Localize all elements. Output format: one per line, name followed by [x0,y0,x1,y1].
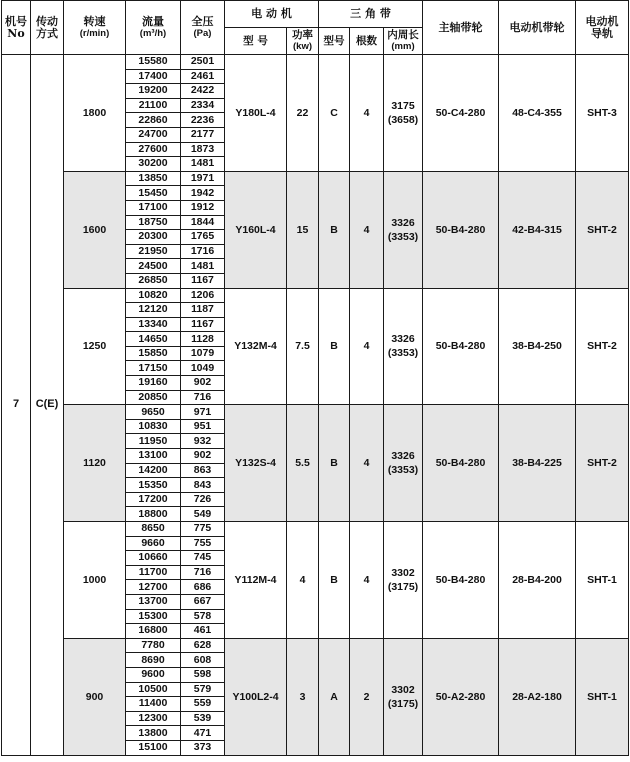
table-row [2,522,629,537]
fan-spec-table [1,0,629,756]
pressure-cell: 667 [181,594,225,609]
pressure-cell: 598 [181,667,225,682]
belt-length-cell [384,405,423,522]
flow-cell: 8690 [126,653,181,668]
motor-type-cell: Y132M-4 [225,288,287,405]
pressure-cell: 932 [181,434,225,449]
flow-cell: 10830 [126,419,181,434]
col-header-motor [225,1,319,28]
speed-cell: 1800 [64,55,126,172]
motor-type-cell: Y112M-4 [225,522,287,639]
flow-cell: 17200 [126,492,181,507]
belt-type-cell: A [319,638,350,755]
pressure-cell: 686 [181,580,225,595]
motor-pulley-cell: 42-B4-315 [499,171,576,288]
col-header-belt-length [384,28,423,55]
flow-cell: 9660 [126,536,181,551]
flow-cell: 21950 [126,244,181,259]
pressure-cell: 726 [181,492,225,507]
speed-cell: 1120 [64,405,126,522]
pressure-cell: 1481 [181,157,225,172]
belt-type-cell: B [319,405,350,522]
flow-cell: 13100 [126,449,181,464]
flow-cell: 11950 [126,434,181,449]
pressure-cell: 471 [181,726,225,741]
motor-rail-sub-label: 导轨 [591,26,614,40]
flow-cell: 14200 [126,463,181,478]
motor-label: 电 动 机 [251,7,292,20]
pressure-cell: 775 [181,522,225,537]
col-header-speed [64,1,126,55]
transmission-cell: C(E) [31,55,64,756]
pressure-cell: 1128 [181,332,225,347]
speed-cell: 1000 [64,522,126,639]
flow-cell: 24500 [126,259,181,274]
motor-type-label: 型 号 [243,35,268,47]
flow-cell: 15100 [126,740,181,755]
pressure-cell: 559 [181,697,225,712]
col-header-belt [319,1,423,28]
motor-power-cell: 22 [287,55,319,172]
main-pulley-cell: 50-B4-280 [423,171,499,288]
pressure-cell: 863 [181,463,225,478]
flow-cell: 15450 [126,186,181,201]
flow-cell: 17150 [126,361,181,376]
belt-type-cell: C [319,55,350,172]
pressure-cell: 578 [181,609,225,624]
col-header-motor-pulley [499,1,576,55]
belt-length-cell [384,288,423,405]
col-header-motor-rail [576,1,629,55]
col-header-belt-type [319,28,350,55]
transmission-label: 传动 [36,14,58,28]
flow-cell: 15350 [126,478,181,493]
speed-unit: (r/min) [79,27,110,39]
motor-rail-cell: SHT-2 [576,288,629,405]
belt-type-label: 型号 [323,35,345,47]
flow-cell: 11400 [126,697,181,712]
motor-rail-cell: SHT-1 [576,522,629,639]
flow-cell: 27600 [126,142,181,157]
flow-cell: 10820 [126,288,181,303]
main-pulley-cell: 50-B4-280 [423,522,499,639]
belt-count-cell: 4 [350,288,384,405]
motor-rail-cell: SHT-3 [576,55,629,172]
belt-length-cell-alt: (3175) [387,697,419,710]
belt-count-cell: 4 [350,55,384,172]
motor-type-cell: Y132S-4 [225,405,287,522]
pressure-cell: 461 [181,624,225,639]
flow-cell: 20850 [126,390,181,405]
flow-cell: 9650 [126,405,181,420]
belt-count-cell: 2 [350,638,384,755]
belt-length-cell-primary: 3175 [391,99,415,112]
flow-cell: 21100 [126,98,181,113]
flow-cell: 11700 [126,565,181,580]
motor-power-cell: 7.5 [287,288,319,405]
flow-cell: 13340 [126,317,181,332]
pressure-cell: 2177 [181,127,225,142]
pressure-cell: 549 [181,507,225,522]
belt-type-cell: B [319,522,350,639]
main-pulley-cell: 50-B4-280 [423,405,499,522]
flow-cell: 19200 [126,84,181,99]
main-pulley-cell: 50-A2-280 [423,638,499,755]
col-header-belt-count [350,28,384,55]
belt-label: 三 角 带 [350,7,391,20]
speed-cell: 900 [64,638,126,755]
flow-cell: 17100 [126,200,181,215]
motor-power-cell: 15 [287,171,319,288]
speed-label: 转速 [83,14,106,28]
belt-type-cell: B [319,171,350,288]
pressure-cell: 579 [181,682,225,697]
pressure-cell: 1873 [181,142,225,157]
motor-rail-cell: SHT-2 [576,405,629,522]
motor-pulley-cell: 28-B4-200 [499,522,576,639]
flow-cell: 15850 [126,346,181,361]
flow-cell: 18800 [126,507,181,522]
flow-cell: 12300 [126,711,181,726]
col-header-motor-type [225,28,287,55]
flow-unit: (m³/h) [139,27,167,39]
flow-cell: 13850 [126,171,181,186]
table-row [2,55,629,70]
pressure-cell: 902 [181,376,225,391]
flow-cell: 7780 [126,638,181,653]
main-pulley-cell: 50-C4-280 [423,55,499,172]
motor-type-cell: Y100L2-4 [225,638,287,755]
belt-length-cell-primary: 3326 [391,216,415,229]
belt-length-cell [384,638,423,755]
flow-cell: 24700 [126,127,181,142]
col-header-transmission [31,1,64,55]
pressure-cell: 1167 [181,273,225,288]
pressure-cell: 951 [181,419,225,434]
flow-cell: 8650 [126,522,181,537]
col-header-pressure [181,1,225,55]
belt-length-cell [384,171,423,288]
flow-cell: 10500 [126,682,181,697]
flow-cell: 20300 [126,230,181,245]
motor-pulley-cell: 48-C4-355 [499,55,576,172]
pressure-cell: 755 [181,536,225,551]
main-pulley-cell: 50-B4-280 [423,288,499,405]
flow-cell: 19160 [126,376,181,391]
motor-pulley-cell: 28-A2-180 [499,638,576,755]
belt-length-cell-alt: (3175) [387,580,419,593]
belt-length-cell-primary: 3302 [391,566,415,579]
pressure-cell: 1844 [181,215,225,230]
pressure-cell: 1079 [181,346,225,361]
belt-length-cell-alt: (3353) [387,347,419,360]
motor-rail-cell: SHT-1 [576,638,629,755]
table-row [2,288,629,303]
motor-pulley-label: 电动机带轮 [509,20,565,34]
pressure-cell: 1206 [181,288,225,303]
pressure-cell: 843 [181,478,225,493]
motor-pulley-cell: 38-B4-225 [499,405,576,522]
flow-cell: 14650 [126,332,181,347]
belt-length-cell-primary: 3326 [391,333,415,346]
motor-power-cell: 5.5 [287,405,319,522]
belt-length-label: 内周长 [387,29,419,41]
spec-table-body [2,55,629,756]
pressure-cell: 628 [181,638,225,653]
pressure-cell: 1971 [181,171,225,186]
belt-count-label: 根数 [356,35,378,47]
motor-power-cell: 4 [287,522,319,639]
motor-power-cell: 3 [287,638,319,755]
pressure-cell: 1481 [181,259,225,274]
flow-cell: 16800 [126,624,181,639]
pressure-cell: 1765 [181,230,225,245]
machine-no-cell: 7 [2,55,31,756]
col-header-main-pulley [423,1,499,55]
flow-cell: 15580 [126,55,181,70]
pressure-cell: 745 [181,551,225,566]
model-no-label: 机号 [5,14,27,28]
flow-cell: 13700 [126,594,181,609]
belt-count-cell: 4 [350,405,384,522]
belt-count-cell: 4 [350,522,384,639]
pressure-cell: 1049 [181,361,225,376]
belt-length-cell [384,55,423,172]
pressure-cell: 2461 [181,69,225,84]
flow-cell: 13800 [126,726,181,741]
belt-length-cell [384,522,423,639]
belt-length-cell-alt: (3658) [387,113,419,126]
col-header-model-no [2,1,31,55]
table-row [2,171,629,186]
speed-cell: 1600 [64,171,126,288]
pressure-cell: 539 [181,711,225,726]
belt-length-cell-alt: (3353) [387,230,419,243]
motor-power-label: 功率 [292,29,313,41]
header-row-1 [2,1,629,28]
belt-length-cell-primary: 3302 [391,683,415,696]
motor-rail-label: 电动机 [585,14,619,28]
pressure-cell: 2422 [181,84,225,99]
spec-table-container [1,0,628,756]
pressure-cell: 716 [181,390,225,405]
speed-cell: 1250 [64,288,126,405]
belt-type-cell: B [319,288,350,405]
pressure-cell: 1942 [181,186,225,201]
motor-power-unit: (kw) [293,41,312,52]
flow-cell: 10660 [126,551,181,566]
motor-type-cell: Y180L-4 [225,55,287,172]
flow-cell: 22860 [126,113,181,128]
pressure-cell: 1716 [181,244,225,259]
main-pulley-label: 主轴带轮 [438,20,483,34]
belt-length-cell-alt: (3353) [387,464,419,477]
pressure-cell: 1167 [181,317,225,332]
table-row [2,638,629,653]
pressure-cell: 2334 [181,98,225,113]
pressure-cell: 2501 [181,55,225,70]
motor-pulley-cell: 38-B4-250 [499,288,576,405]
flow-cell: 30200 [126,157,181,172]
flow-cell: 12700 [126,580,181,595]
flow-cell: 12120 [126,303,181,318]
col-header-flow [126,1,181,55]
flow-label: 流量 [142,14,164,28]
pressure-cell: 373 [181,740,225,755]
belt-length-unit: (mm) [391,41,415,52]
pressure-cell: 971 [181,405,225,420]
pressure-cell: 2236 [181,113,225,128]
pressure-cell: 716 [181,565,225,580]
table-row [2,405,629,420]
pressure-cell: 902 [181,449,225,464]
belt-length-cell-primary: 3326 [391,450,415,463]
flow-cell: 26850 [126,273,181,288]
pressure-cell: 1187 [181,303,225,318]
motor-type-cell: Y160L-4 [225,171,287,288]
pressure-cell: 1912 [181,200,225,215]
flow-cell: 17400 [126,69,181,84]
flow-cell: 15300 [126,609,181,624]
col-header-motor-power [287,28,319,55]
pressure-cell: 608 [181,653,225,668]
transmission-sub-label: 方式 [36,26,58,40]
flow-cell: 9600 [126,667,181,682]
belt-count-cell: 4 [350,171,384,288]
motor-rail-cell: SHT-2 [576,171,629,288]
pressure-label: 全压 [191,14,214,28]
flow-cell: 18750 [126,215,181,230]
pressure-unit: (Pa) [193,27,212,39]
model-no-sub-label: No [7,26,25,40]
